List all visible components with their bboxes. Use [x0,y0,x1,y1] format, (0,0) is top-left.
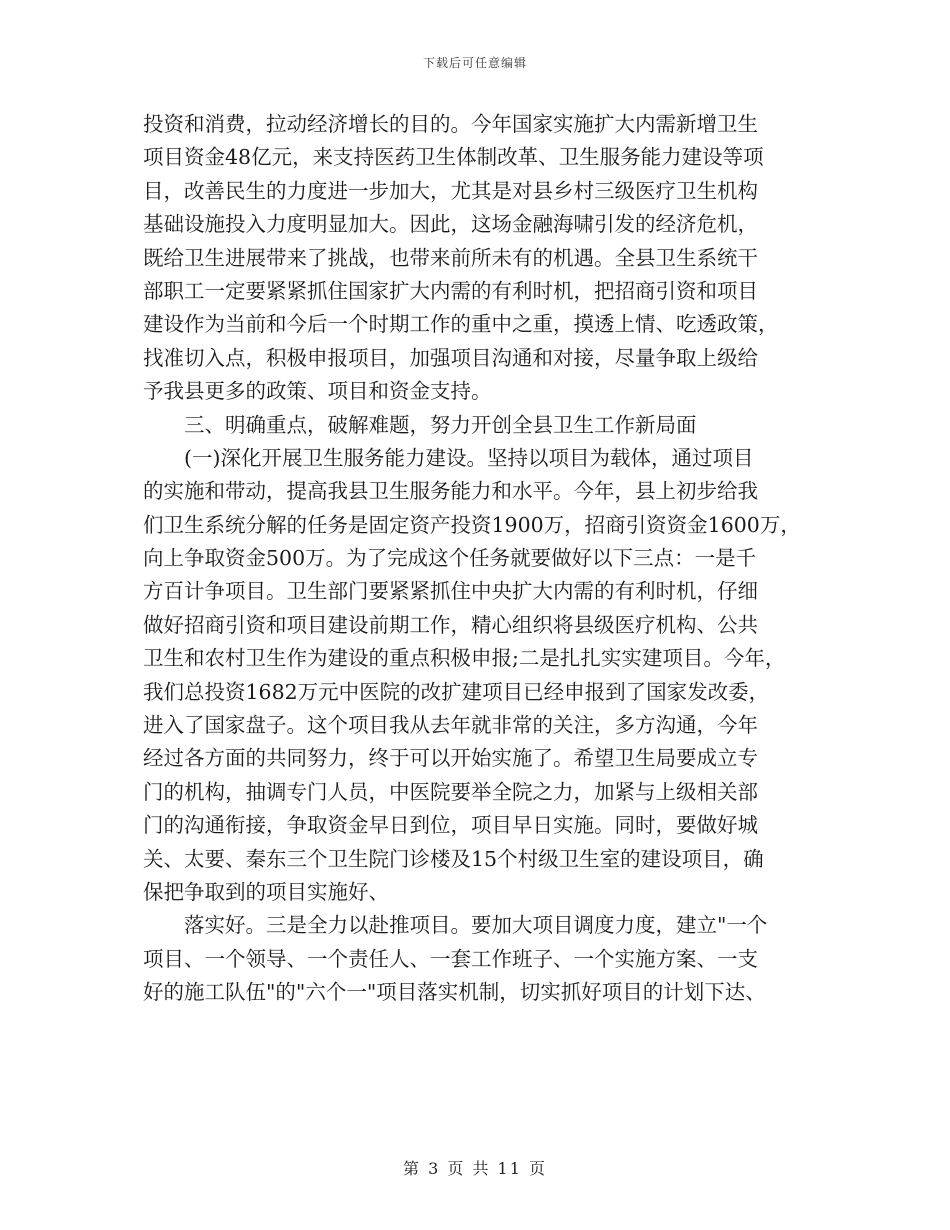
body-line: 门的机构，抽调专门人员，中医院要举全院之力，加紧与上级相关部 [143,779,758,804]
body-line: 基础设施投入力度明显加大。因此，这场金融海啸引发的经济危机， [143,212,758,237]
body-line: 投资和消费，拉动经济增长的目的。今年国家实施扩大内需新增卫生 [143,112,758,136]
body-line: 目，改善民生的力度进一步加大，尤其是对县乡村三级医疗卫生机构 [143,178,758,203]
body-line: 进入了国家盘子。这个项目我从去年就非常的关注，多方沟通，今年 [143,713,758,738]
body-line: 门的沟通衔接，争取资金早日到位，项目早日实施。同时，要做好城 [143,813,758,838]
body-line: 我们总投资1682万元中医院的改扩建项目已经申报到了国家发改委， [143,679,770,704]
body-line: 予我县更多的政策、项目和资金支持。 [143,379,492,404]
body-line: 经过各方面的共同努力，终于可以开始实施了。希望卫生局要成立专 [143,746,758,771]
section-heading: 三、明确重点，破解难题，努力开创全县卫生工作新局面 [184,412,697,437]
body-line: 项目资金48亿元，来支持医药卫生体制改革、卫生服务能力建设等项 [143,145,764,170]
body-line: 落实好。三是全力以赴推项目。要加大项目调度力度，建立"一个 [184,913,768,938]
body-line: 既给卫生进展带来了挑战，也带来前所未有的机遇。全县卫生系统干 [143,245,758,270]
body-line: 找准切入点，积极申报项目，加强项目沟通和对接，尽量争取上级给 [143,345,758,370]
body-line: 项目、一个领导、一个责任人、一套工作班子、一个实施方案、一支 [143,946,758,971]
body-line: 关、太要、秦东三个卫生院门诊楼及15个村级卫生室的建设项目，确 [143,846,764,871]
body-line: 卫生和农村卫生作为建设的重点积极申报;二是扎扎实实建项目。今年， [143,646,786,671]
body-line: 的实施和带动，提高我县卫生服务能力和水平。今年，县上初步给我 [143,479,758,504]
body-line: 部职工一定要紧紧抓住国家扩大内需的有利时机，把招商引资和项目 [143,278,758,303]
body-line: 向上争取资金500万。为了完成这个任务就要做好以下三点：一是千 [143,546,757,571]
body-line: 们卫生系统分解的任务是固定资产投资1900万，招商引资资金1600万， [143,512,801,537]
page-footer: 第 3 页 共 11 页 [403,1159,547,1178]
document-body [143,108,823,1010]
body-line: 建设作为当前和今后一个时期工作的重中之重，摸透上情、吃透政策， [143,312,779,337]
body-line: 好的施工队伍"的"六个一"项目落实机制，切实抓好项目的计划下达、 [143,980,766,1005]
body-line: 做好招商引资和项目建设前期工作，精心组织将县级医疗机构、公共 [143,612,758,637]
page-header: 下载后可任意编辑 [422,56,527,70]
body-line: 方百计争项目。卫生部门要紧紧抓住中央扩大内需的有利时机，仔细 [143,579,758,604]
body-line: (一)深化开展卫生服务能力建设。坚持以项目为载体，通过项目 [184,445,754,470]
body-line: 保把争取到的项目实施好、 [143,879,389,904]
